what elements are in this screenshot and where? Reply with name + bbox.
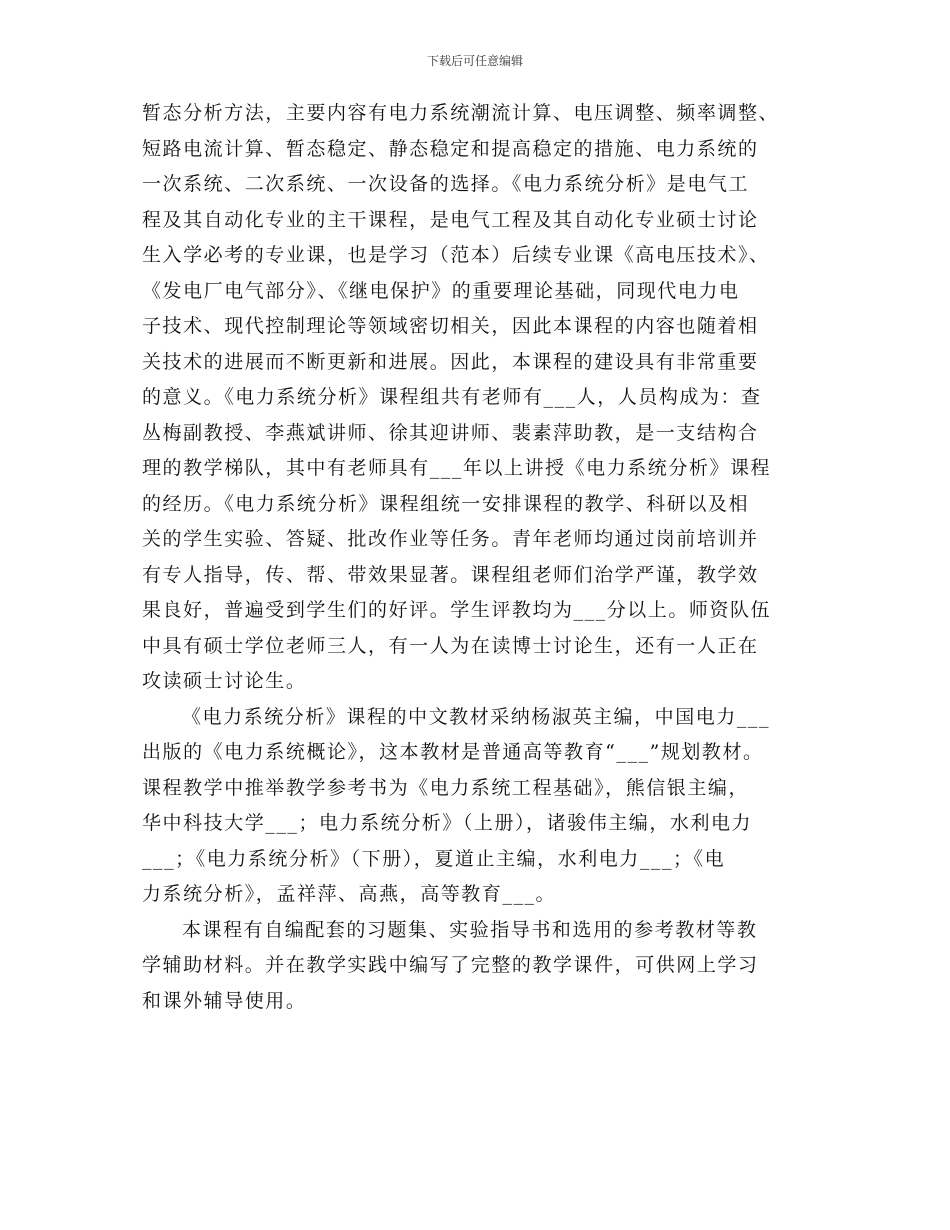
text-line: 生入学必考的专业课，也是学习（范本）后续专业课《高电压技术》、 (142, 244, 770, 266)
text-line: 出版的《电力系统概论》，这本教材是普通高等教育“___”规划教材。 (142, 741, 764, 763)
text-line: 攻读硕士讨论生。 (142, 670, 307, 692)
text-line: 《发电厂电气部分》、《继电保护》的重要理论基础，同现代电力电 (142, 279, 740, 302)
text-line: 丛梅副教授、李燕斌讲师、徐其迎讲师、裴素萍助教，是一支结构合 (142, 421, 759, 444)
text-line: ___；《电力系统分析》（下册），夏道止主编，水利电力___；《电 (142, 847, 726, 870)
text-line: 学辅助材料。并在教学实践中编写了完整的教学课件，可供网上学习 (142, 954, 759, 976)
text-line: 的意义。《电力系统分析》课程组共有老师有___人，人员构成为：查 (142, 386, 762, 408)
text-line: 中具有硕士学位老师三人，有一人为在读博士讨论生，还有一人正在 (142, 634, 759, 657)
text-line: 华中科技大学___；电力系统分析》（上册），诸骏伟主编，水利电力 (142, 812, 753, 834)
text-line: 短路电流计算、暂态稳定、静态稳定和提高稳定的措施、电力系统的 (142, 137, 759, 160)
text-line: 一次系统、二次系统、一次设备的选择。《电力系统分析》是电气工 (142, 173, 750, 195)
text-line: 关的学生实验、答疑、批改作业等任务。青年老师均通过岗前培训并 (142, 528, 759, 550)
text-line: 课程教学中推举教学参考书为《电力系统工程基础》，熊信银主编， (142, 776, 750, 799)
document-body (142, 96, 814, 1019)
text-line: 力系统分析》，孟祥萍、高燕，高等教育___。 (142, 883, 557, 905)
page-header: 下载后可任意编辑 (426, 54, 523, 68)
text-line: 子技术、现代控制理论等领域密切相关，因此本课程的内容也随着相 (142, 315, 759, 337)
text-line: 暂态分析方法，主要内容有电力系统潮流计算、电压调整、频率调整、 (142, 102, 780, 124)
paragraph-start-line: 本课程有自编配套的习题集、实验指导书和选用的参考教材等教 (182, 918, 758, 941)
text-line: 理的教学梯队，其中有老师具有___年以上讲授《电力系统分析》课程 (142, 457, 772, 479)
text-line: 关技术的进展而不断更新和进展。因此，本课程的建设具有非常重要 (142, 350, 759, 373)
text-line: 和课外辅导使用。 (142, 989, 307, 1012)
text-line: 的经历。《电力系统分析》课程组统一安排课程的教学、科研以及相 (142, 492, 750, 515)
paragraph-start-line: 《电力系统分析》课程的中文教材采纳杨淑英主编，中国电力___ (182, 705, 771, 728)
text-line: 果良好，普遍受到学生们的好评。学生评教均为___分以上。师资队伍 (142, 599, 772, 621)
text-line: 程及其自动化专业的主干课程，是电气工程及其自动化专业硕士讨论 (142, 208, 759, 231)
text-line: 有专人指导，传、帮、带效果显著。课程组老师们治学严谨，教学效 (142, 563, 759, 586)
